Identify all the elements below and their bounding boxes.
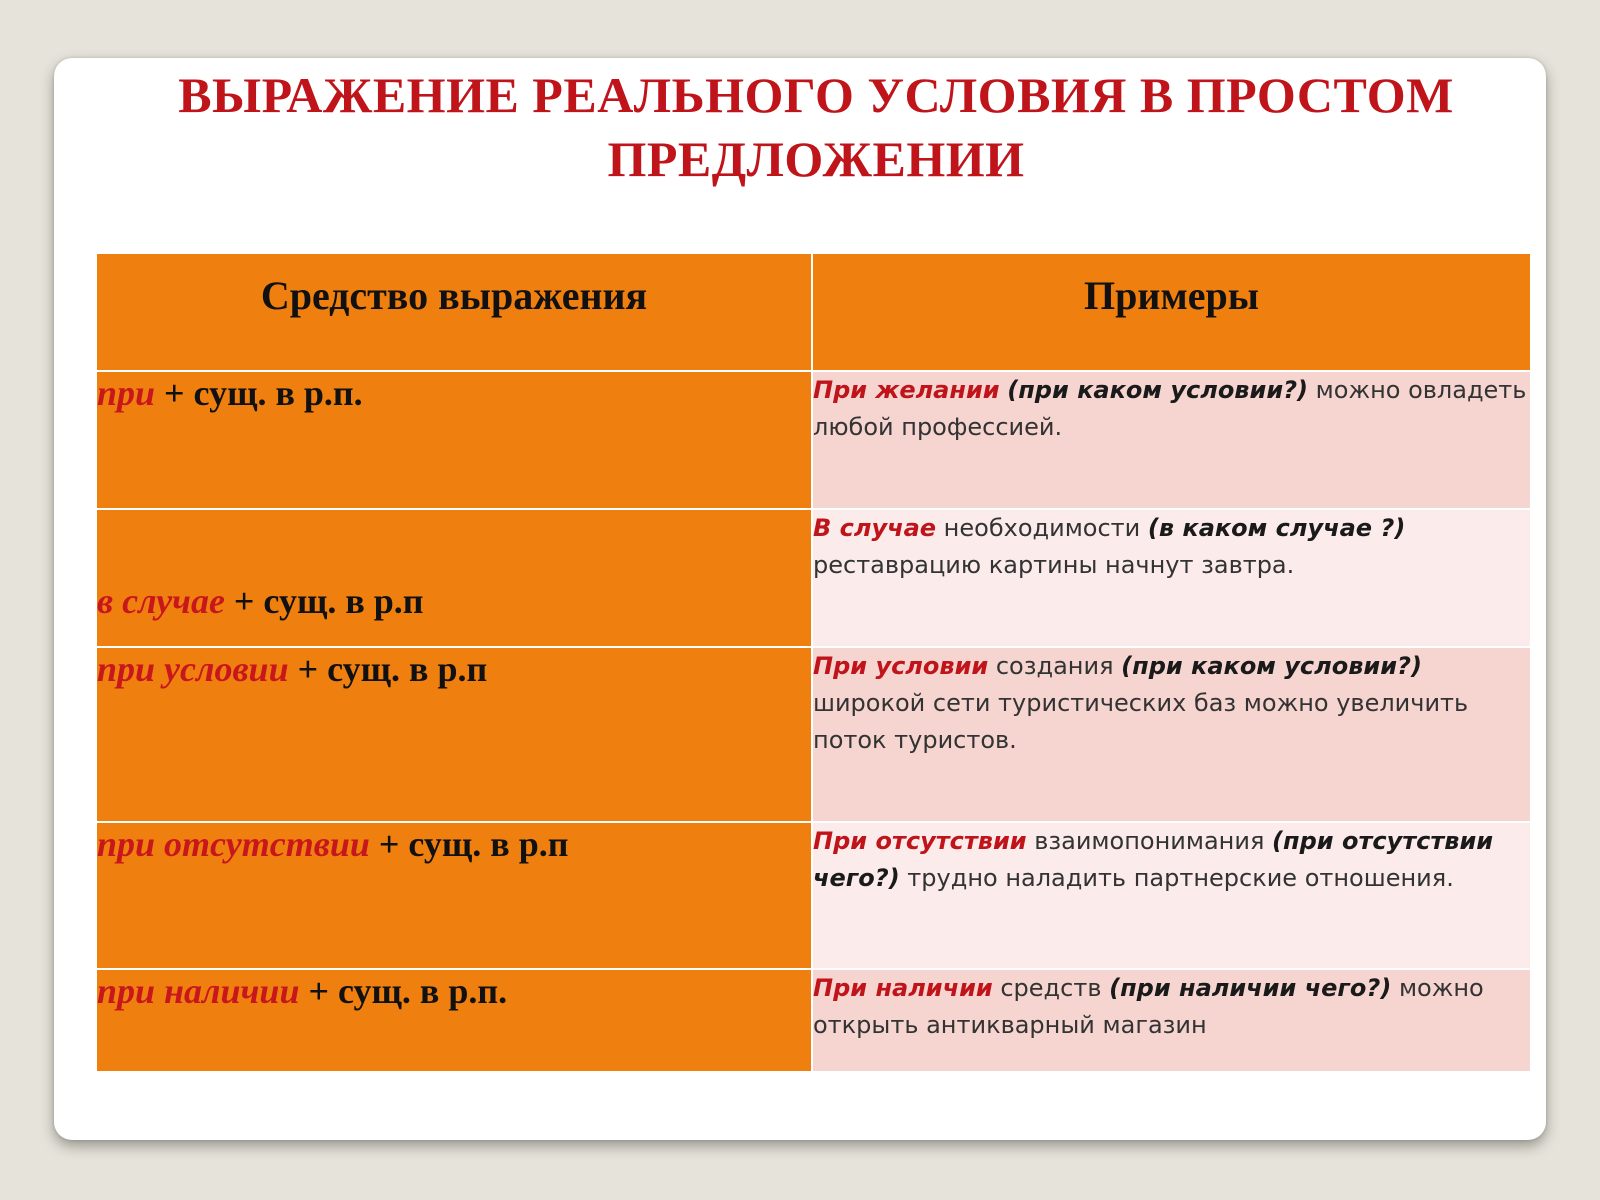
- example-keyword: При желании: [813, 376, 1000, 404]
- example-text: реставрацию картины начнут завтра.: [813, 551, 1295, 579]
- table-row: [96, 509, 1531, 647]
- example-cell: [812, 822, 1531, 969]
- example-text: взаимопонимания: [1026, 827, 1273, 855]
- example-question: (при наличии чего?): [1109, 974, 1392, 1002]
- example-cell: [812, 647, 1531, 822]
- example-text: необходимости: [936, 514, 1148, 542]
- means-rest: + сущ. в р.п: [224, 581, 424, 621]
- example-text: широкой сети туристических баз можно увеличить поток туристов.: [813, 689, 1469, 754]
- example-text: можно овладеть любой профессией.: [813, 376, 1527, 441]
- example-text: средств: [992, 974, 1110, 1002]
- example-cell: [812, 509, 1531, 647]
- header-means: Средство выражения: [96, 253, 812, 371]
- means-rest: + сущ. в р.п: [369, 824, 569, 864]
- means-rest: + сущ. в р.п.: [299, 971, 508, 1011]
- means-cell: [96, 822, 812, 969]
- means-keyword: при наличии: [97, 971, 300, 1011]
- means-keyword: при: [97, 373, 156, 413]
- means-cell: [96, 509, 812, 647]
- example-keyword: При отсутствии: [813, 827, 1027, 855]
- table-row: [96, 371, 1531, 509]
- example-question: (при каком условии?): [1121, 652, 1422, 680]
- table-row: [96, 969, 1531, 1072]
- example-question: (в каком случае ?): [1147, 514, 1406, 542]
- table-header-row: [96, 253, 1531, 371]
- means-cell: [96, 647, 812, 822]
- condition-table: [95, 252, 1532, 1073]
- table-row: [96, 822, 1531, 969]
- means-rest: + сущ. в р.п: [288, 649, 488, 689]
- example-question: (при каком условии?): [1007, 376, 1309, 404]
- means-cell: [96, 371, 812, 509]
- title-line-1: ВЫРАЖЕНИЕ РЕАЛЬНОГО УСЛОВИЯ В ПРОСТОМ: [178, 67, 1454, 123]
- page-title: [70, 63, 1562, 191]
- example-cell: [812, 371, 1531, 509]
- table-row: [96, 647, 1531, 822]
- example-cell: [812, 969, 1531, 1072]
- example-text: создания: [988, 652, 1122, 680]
- means-keyword: в случае: [97, 581, 225, 621]
- title-line-2: ПРЕДЛОЖЕНИИ: [607, 131, 1025, 187]
- means-rest: + сущ. в р.п.: [155, 373, 363, 413]
- example-keyword: При условии: [813, 652, 989, 680]
- example-question: (при отсутствии чего?): [813, 827, 1494, 892]
- example-keyword: В случае: [813, 514, 937, 542]
- example-keyword: При наличии: [813, 974, 993, 1002]
- means-keyword: при условии: [97, 649, 289, 689]
- means-cell: [96, 969, 812, 1072]
- example-text: можно открыть антикварный магазин: [813, 974, 1484, 1039]
- means-keyword: при отсутствии: [97, 824, 370, 864]
- example-text: трудно наладить партнерские отношения.: [899, 864, 1454, 892]
- header-examples: Примеры: [812, 253, 1531, 371]
